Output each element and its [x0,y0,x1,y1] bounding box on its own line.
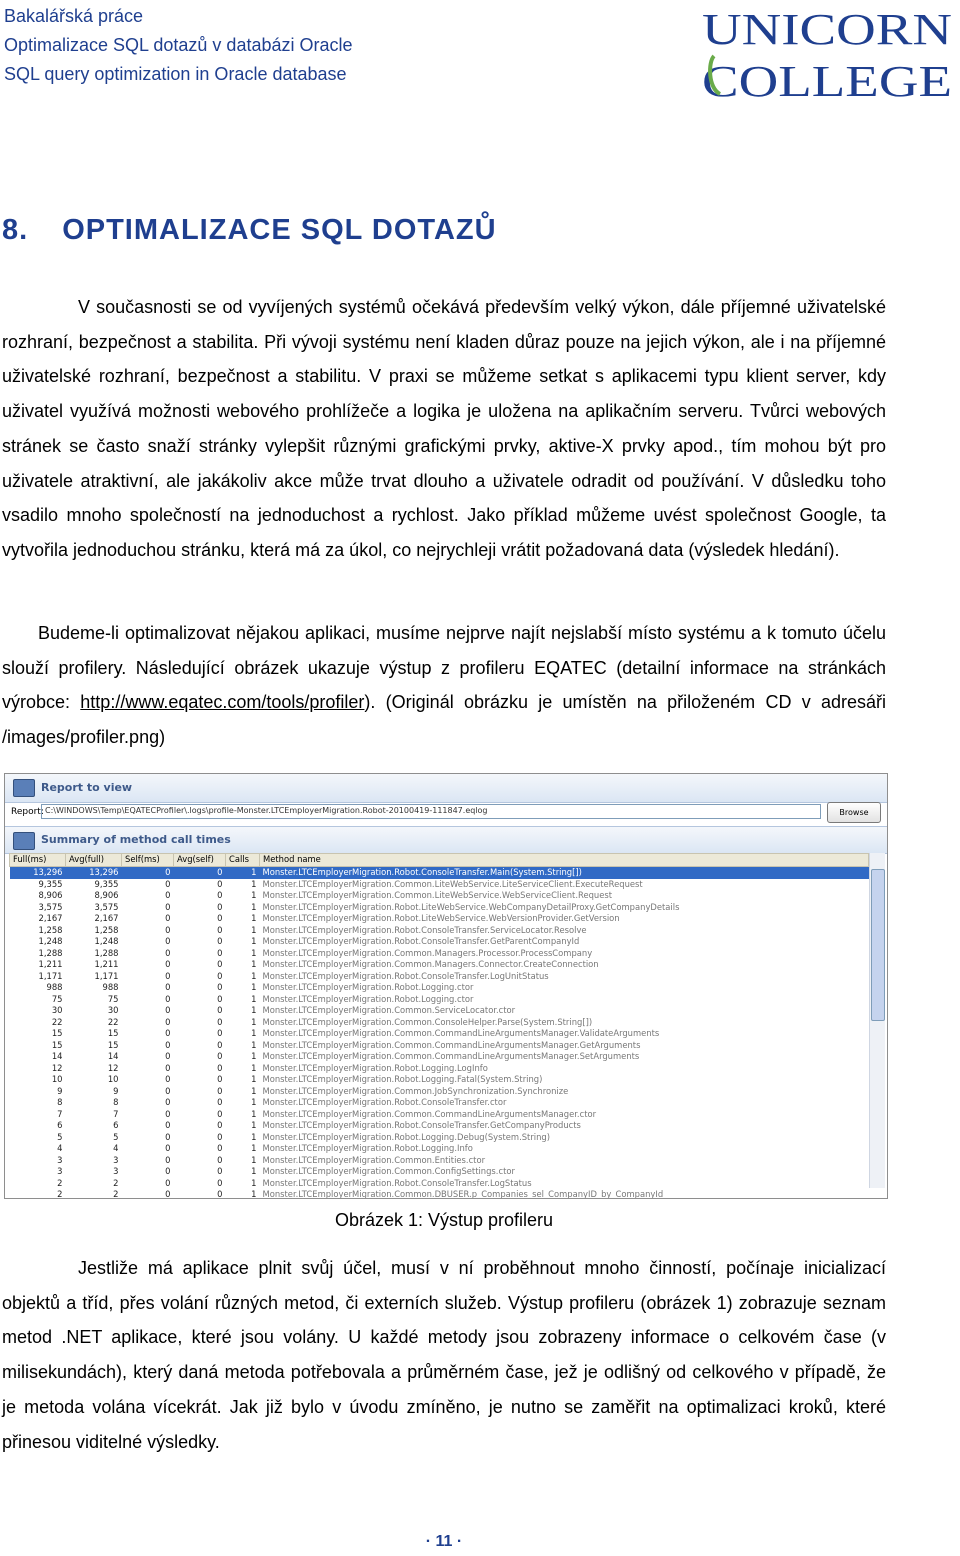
table-cell-number: 8 [57,1097,63,1107]
table-cell-number: 22 [107,1016,119,1027]
table-row[interactable] [10,1097,869,1109]
table-cell-number: 0 [217,1108,223,1119]
table-cell-method: Monster.LTCEmployerMigration.Common.Entities.ctor [262,1154,486,1165]
table-cell-number: 9 [113,1085,119,1096]
table-row[interactable] [10,1051,869,1063]
chapter-title: OPTIMALIZACE SQL DOTAZŮ [62,214,497,246]
table-cell-number: 988 [46,982,63,992]
table-row[interactable] [10,971,869,983]
table-cell-number: 0 [217,1039,223,1050]
table-cell-number: 1 [251,1074,257,1084]
table-cell-number: 1 [251,1016,257,1027]
scrollbar-thumb[interactable] [871,869,885,1021]
table-cell-number: 2,167 [38,913,63,923]
chapter-number: 8. [2,214,29,246]
table-row[interactable] [10,925,869,937]
table-row[interactable] [10,1120,869,1132]
table-cell-number: 0 [217,890,223,900]
unicorn-college-logo [700,4,956,100]
table-cell-number: 1 [251,1166,257,1176]
table-cell-number: 9,355 [94,878,119,889]
table-cell-number: 0 [217,924,223,935]
table-cell-method: Monster.LTCEmployerMigration.Robot.Logging.ctor [262,982,474,992]
table-cell-number: 0 [165,878,171,889]
table-cell-number: 4 [57,1143,63,1153]
table-cell-method: Monster.LTCEmployerMigration.Robot.Logging.Info [262,1143,473,1153]
table-row[interactable] [10,1166,869,1178]
table-cell-number: 0 [165,924,171,935]
table-cell-method: Monster.LTCEmployerMigration.Common.Managers.Connector.CreateConnection [262,959,599,969]
table-cell-method: Monster.LTCEmployerMigration.Robot.LiteWebService.WebVersionProvider.GetVersion [262,913,620,923]
table-cell-number: 0 [217,913,223,923]
table-cell-number: 1 [251,1108,257,1119]
table-row[interactable] [10,1155,869,1167]
table-cell-number: 0 [217,1154,223,1165]
summary-icon [13,832,35,850]
report-title: Report to view [41,781,133,794]
summary-title: Summary of method call times [41,833,231,846]
table-row[interactable] [10,1178,869,1190]
table-cell-number: 1 [251,1062,257,1073]
table-cell-number: 1 [251,1085,257,1096]
table-cell-number: 0 [165,1131,171,1142]
table-cell-number: 0 [165,890,171,900]
table-cell-method: Monster.LTCEmployerMigration.Robot.ConsoleTransfer.Main(System.String[]) [260,867,869,879]
table-cell-number: 1 [251,1154,257,1165]
table-cell-number: 8,906 [94,890,119,900]
table-cell-number: 1 [251,1005,257,1015]
table-cell-method: Monster.LTCEmployerMigration.Common.DBUSER.p_Companies_sel_CompanyID_by_CompanyId [262,1189,664,1199]
table-cell-number: 30 [107,1005,119,1015]
table-cell-number: 0 [165,1143,171,1153]
table-cell-number: 1,258 [38,924,63,935]
header-title-en: SQL query optimization in Oracle database [4,64,347,84]
column-header[interactable]: Full(ms) [10,854,66,867]
table-cell-number: 1 [251,936,257,946]
table-cell-number: 0 [217,936,223,946]
chapter-heading [2,214,497,247]
paragraph-profilers [2,616,886,755]
table-cell-number: 6 [113,1120,119,1130]
table-cell-number: 22 [51,1016,63,1027]
table-cell-number: 1 [251,1120,257,1130]
table-cell-number: 0 [217,1016,223,1027]
table-cell-number: 1 [251,878,257,889]
table-cell-method: Monster.LTCEmployerMigration.Common.CommandLineArgumentsManager.ctor [262,1108,597,1119]
table-row[interactable] [10,1132,869,1144]
table-row[interactable] [10,1005,869,1017]
table-cell-method: Monster.LTCEmployerMigration.Common.CommandLineArgumentsManager.ValidateArguments [262,1028,660,1038]
table-cell-number: 0 [165,1074,171,1084]
table-cell-number: 1,171 [94,970,119,981]
table-row[interactable] [10,1086,869,1098]
table-cell-number: 5 [113,1131,119,1142]
table-cell-number: 1,258 [94,924,119,935]
table-cell-number: 1 [251,1131,257,1142]
table-cell-number: 4 [113,1143,119,1153]
table-cell-number: 8 [113,1097,119,1107]
table-cell-number: 0 [165,1062,171,1073]
column-header[interactable]: Avg(self) [174,854,226,867]
table-cell-number: 7 [113,1108,119,1119]
svg-text:COLLEGE: COLLEGE [702,57,952,100]
table-row[interactable] [10,1109,869,1121]
table-cell-number: 0 [165,947,171,958]
table-cell-number: 0 [217,1131,223,1142]
table-cell-method: Monster.LTCEmployerMigration.Robot.ConsoleTransfer.LogUnitStatus [262,970,549,981]
table-cell-number: 1 [251,970,257,981]
page-number-value: 11 [435,1533,453,1550]
table-cell-number: 0 [217,970,223,981]
table-cell-number: 15 [107,1039,119,1050]
paragraph-profilers-text-b: ). (Originál obrázku je umístěn na přiloženém CD v adresáři /images/profiler.png) [2,692,886,748]
vertical-scrollbar[interactable] [869,853,885,1188]
table-row[interactable] [10,867,869,879]
report-icon [13,779,35,797]
table-cell-method: Monster.LTCEmployerMigration.Common.ServiceLocator.ctor [262,1005,516,1015]
table-cell-method: Monster.LTCEmployerMigration.Robot.ConsoleTransfer.ServiceLocator.Resolve [262,924,587,935]
table-cell-number: 9 [57,1085,63,1096]
table-cell-number: 988 [102,982,119,992]
table-cell-method: Monster.LTCEmployerMigration.Robot.ConsoleTransfer.GetParentCompanyId [262,936,580,946]
table-cell-number: 1 [251,1051,257,1061]
table-cell-number: 3 [57,1166,63,1176]
table-cell-number: 0 [165,993,171,1004]
table-cell-number: 0 [217,1085,223,1096]
table-cell-number: 3,575 [38,901,63,912]
table-cell-number: 12 [51,1062,63,1073]
table-cell-number: 1,171 [38,970,63,981]
report-header-band [5,774,887,803]
table-cell-method: Monster.LTCEmployerMigration.Robot.ConsoleTransfer.GetCompanyProducts [262,1120,581,1130]
table-cell-number: 1 [226,867,260,879]
table-cell-number: 3 [113,1154,119,1165]
table-cell-number: 0 [165,1108,171,1119]
table-cell-number: 0 [165,1016,171,1027]
table-cell-number: 15 [51,1028,63,1038]
table-cell-number: 0 [165,1005,171,1015]
table-row[interactable] [10,959,869,971]
table-cell-number: 1 [251,1039,257,1050]
table-cell-number: 0 [217,878,223,889]
page-number: · 11 · [425,1533,463,1550]
table-cell-number: 1,288 [94,947,119,958]
table-cell-number: 2 [113,1189,119,1199]
table-cell-method: Monster.LTCEmployerMigration.Common.CommandLineArgumentsManager.GetArguments [262,1039,641,1050]
table-cell-number: 2 [57,1189,63,1199]
table-cell-number: 0 [165,1177,171,1188]
table-cell-number: 1 [251,1189,257,1199]
summary-header-band [5,826,887,854]
table-cell-number: 1,211 [94,959,119,969]
table-cell-number: 0 [122,867,174,879]
method-times-table [9,853,869,1199]
table-cell-number: 0 [165,901,171,912]
table-cell-method: Monster.LTCEmployerMigration.Robot.Logging.Debug(System.String) [262,1131,550,1142]
report-label: Report: [11,807,44,817]
table-cell-number: 1 [251,1177,257,1188]
table-cell-number: 0 [165,936,171,946]
table-cell-number: 2,167 [94,913,119,923]
table-cell-number: 0 [217,1062,223,1073]
table-cell-number: 3,575 [94,901,119,912]
table-cell-number: 0 [165,1085,171,1096]
table-cell-number: 75 [107,993,119,1004]
table-row[interactable] [10,982,869,994]
table-cell-number: 3 [57,1154,63,1165]
table-cell-number: 0 [174,867,226,879]
table-row[interactable] [10,913,869,925]
table-cell-number: 1,248 [38,936,63,946]
table-cell-number: 10 [51,1074,63,1084]
paragraph-profilers-text-a: Budeme-li optimalizovat nějakou aplikaci, musíme nejprve najít nejslabší místo systému a k tomuto účelu slouží profilery. Následující obrázek ukazuje výstup z profileru EQATEC (detailní informace na stránkách výrobce: [2,623,886,713]
table-cell-number: 1 [251,959,257,969]
table-cell-number: 0 [217,1005,223,1015]
table-cell-number: 2 [113,1177,119,1188]
table-cell-number: 0 [217,1120,223,1130]
table-row[interactable] [10,994,869,1006]
table-row[interactable] [10,1189,869,1199]
table-cell-number: 6 [57,1120,63,1130]
header-thesis-type: Bakalářská práce [4,6,144,26]
table-cell-number: 0 [165,982,171,992]
table-cell-method: Monster.LTCEmployerMigration.Common.LiteWebService.LiteServiceClient.ExecuteRequest [262,878,643,889]
browse-button[interactable]: Browse [827,802,881,823]
table-cell-number: 0 [165,1051,171,1061]
figure-caption: Obrázek 1: Výstup profileru [334,1210,554,1230]
table-cell-number: 1 [251,924,257,935]
table-cell-method: Monster.LTCEmployerMigration.Robot.ConsoleTransfer.LogStatus [262,1177,532,1188]
table-cell-method: Monster.LTCEmployerMigration.Common.JobSynchronization.Synchronize [262,1085,569,1096]
table-cell-number: 1 [251,982,257,992]
table-cell-number: 0 [165,1097,171,1107]
table-cell-number: 1 [251,1143,257,1153]
profiler-screenshot [4,773,888,1199]
table-cell-number: 1 [251,1028,257,1038]
table-cell-number: 0 [165,959,171,969]
table-row[interactable] [10,1040,869,1052]
column-header[interactable]: Calls [226,854,260,867]
table-cell-number: 0 [165,1154,171,1165]
table-cell-number: 7 [57,1108,63,1119]
table-cell-method: Monster.LTCEmployerMigration.Robot.Logging.ctor [262,993,474,1004]
table-cell-number: 1 [251,993,257,1004]
paragraph-profiler-output [2,1251,886,1459]
svg-text:UNICORN: UNICORN [702,5,952,54]
table-cell-method: Monster.LTCEmployerMigration.Robot.ConsoleTransfer.ctor [262,1097,507,1107]
table-cell-number: 0 [217,1177,223,1188]
table-cell-number: 1 [251,1097,257,1107]
table-cell-number: 15 [107,1028,119,1038]
table-cell-method: Monster.LTCEmployerMigration.Common.Managers.Processor.ProcessCompany [262,947,593,958]
table-row[interactable] [10,1074,869,1086]
table-cell-number: 1 [251,947,257,958]
table-cell-number: 14 [107,1051,119,1061]
table-cell-method: Monster.LTCEmployerMigration.Robot.Logging.LogInfo [262,1062,488,1073]
table-cell-number: 0 [217,1166,223,1176]
table-cell-method: Monster.LTCEmployerMigration.Common.ConsoleHelper.Parse(System.String[]) [262,1016,593,1027]
column-header[interactable]: Method name [260,854,869,867]
column-header[interactable]: Avg(full) [66,854,122,867]
table-cell-method: Monster.LTCEmployerMigration.Robot.LiteWebService.WebCompanyDetailProxy.GetCompanyDetails [262,901,680,912]
paragraph-intro-text: V současnosti se od vyvíjených systémů očekává především velký výkon, dále příjemné uživatelské rozhraní, bezpečnost a stabilita. Při vývoji systému není kladen důraz pouze na jejich výkon, ale i na příjemné uživatelské rozhraní, bezpečnost a stabilitu. V praxi se můžeme setkat s aplikacemi typu klient server, kdy uživatel využívá možnosti webového prohlížeče a logika je uložena na aplikačním serveru. Tvůrci webových stránek se často snaží stránky vylepšit různými grafickými prvky, aktive-X prvky apod., tím mohou být pro uživatele atraktivní, ale jakákoliv akce může trvat dlouho a uživatele odradit od používání. V důsledku toho vsadilo mnoho společností na jednoduchost a rychlost. Jako příklad můžeme uvést společnost Google, ta vytvořila jednoduchou stránku, která má za úkol, co nejrychleji vrátit požadovaná data (výsledek hledání). [2,297,886,560]
table-cell-number: 1 [251,901,257,912]
table-cell-number: 0 [165,1166,171,1176]
table-cell-method: Monster.LTCEmployerMigration.Common.ConfigSettings.ctor [262,1166,515,1176]
table-cell-number: 13,296 [66,867,122,879]
table-row[interactable] [10,902,869,914]
table-row[interactable] [10,1028,869,1040]
table-row[interactable] [10,948,869,960]
table-cell-number: 75 [51,993,63,1004]
table-cell-number: 0 [217,1074,223,1084]
table-cell-number: 9,355 [38,878,63,889]
table-row[interactable] [10,1017,869,1029]
eqatec-link[interactable]: http://www.eqatec.com/tools/profiler [80,692,365,713]
table-cell-number: 10 [107,1074,119,1084]
table-cell-number: 15 [51,1039,63,1050]
table-cell-number: 5 [57,1131,63,1142]
table-cell-number: 1 [251,890,257,900]
table-cell-number: 0 [165,970,171,981]
table-cell-number: 0 [217,982,223,992]
table-cell-number: 0 [217,1051,223,1061]
table-cell-number: 8,906 [38,890,63,900]
paragraph-intro [2,290,886,568]
table-cell-number: 1,288 [38,947,63,958]
table-cell-method: Monster.LTCEmployerMigration.Common.CommandLineArgumentsManager.SetArguments [262,1051,640,1061]
table-cell-number: 3 [113,1166,119,1176]
table-cell-number: 0 [165,1039,171,1050]
table-cell-number: 0 [217,1143,223,1153]
table-cell-number: 1,211 [38,959,63,969]
table-row[interactable] [10,879,869,891]
header-title-cs: Optimalizace SQL dotazů v databázi Oracle [4,35,353,55]
table-row[interactable] [10,1143,869,1155]
table-row[interactable] [10,890,869,902]
table-cell-number: 0 [217,993,223,1004]
column-header[interactable]: Self(ms) [122,854,174,867]
table-cell-number: 30 [51,1005,63,1015]
table-cell-method: Monster.LTCEmployerMigration.Robot.Logging.Fatal(System.String) [262,1074,543,1084]
table-row[interactable] [10,936,869,948]
table-cell-number: 12 [107,1062,119,1073]
table-cell-number: 0 [217,1028,223,1038]
table-cell-number: 14 [51,1051,63,1061]
table-cell-number: 0 [217,947,223,958]
table-cell-number: 1,248 [94,936,119,946]
table-cell-method: Monster.LTCEmployerMigration.Common.LiteWebService.WebServiceClient.Request [262,890,613,900]
paragraph-profiler-output-text: Jestliže má aplikace plnit svůj účel, musí v ní proběhnout mnoho činností, počínaje inicializací objektů a tříd, přes volání různých metod, či externích služeb. Výstup profileru (obrázek 1) zobrazuje seznam metod .NET aplikace, které jsou volány. U každé metody jsou zobrazeny informace o celkovém čase (v milisekundách), který daná metoda potřebovala a průměrném čase, jež je odlišný od celkového v případě, že je metoda volána vícekrát. Jak již bylo v úvodu zmíněno, je nutno se zaměřit na optimalizaci kroků, které přinesou viditelné výsledky. [2,1258,886,1452]
table-cell-number: 0 [165,1028,171,1038]
table-cell-number: 0 [165,913,171,923]
table-cell-number: 0 [217,901,223,912]
table-cell-number: 2 [57,1177,63,1188]
table-cell-number: 0 [217,959,223,969]
table-cell-number: 13,296 [10,867,66,879]
report-path-field[interactable]: C:\WINDOWS\Temp\EQATECProfiler\.logs\profile-Monster.LTCEmployerMigration.Robot-20100419-111847.eqlog [41,804,821,819]
table-cell-number: 1 [251,913,257,923]
table-cell-number: 0 [165,1189,171,1199]
table-cell-number: 0 [217,1097,223,1107]
table-cell-number: 0 [165,1120,171,1130]
table-cell-number: 0 [217,1189,223,1199]
table-row[interactable] [10,1063,869,1075]
page-header [4,2,353,89]
